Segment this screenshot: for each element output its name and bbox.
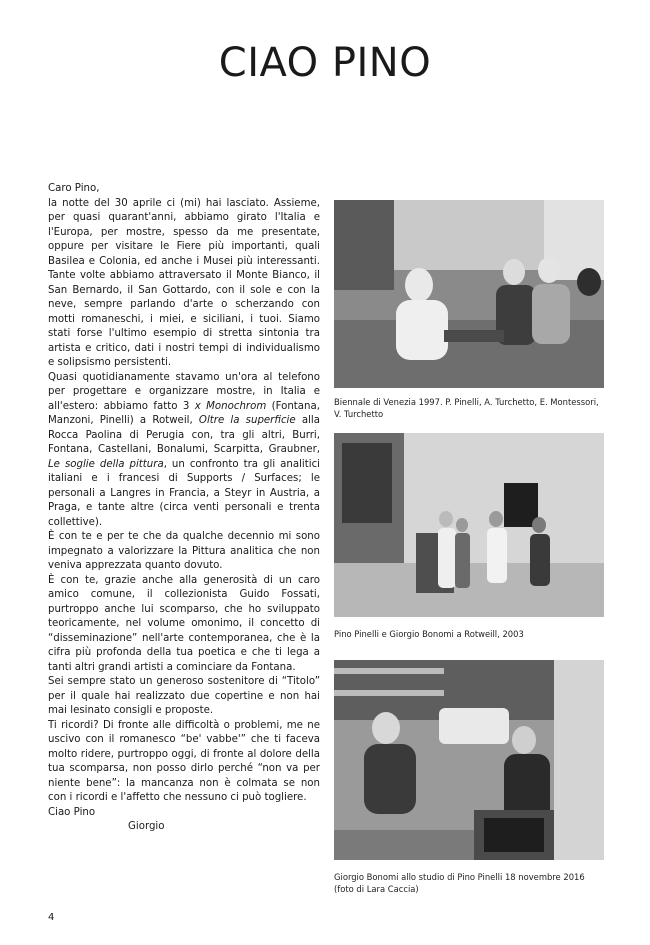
paragraph: la notte del 30 aprile ci (mi) hai lasciato. Assieme, per quasi quarant'anni, abbiamo girato l'Italia e l'Europa, per mostre, spesso da me presentate, oppure per visitare le Fiere più importanti, quali Basilea e Colonia, ed anche i Musei più interessanti. Tante volte abbiamo attraversato il Monte Bianco, il San Bernardo, il San Gottardo, con il sole e con la neve, sempre parlando d'arte o scherzando con motti romaneschi, i miei, e siciliani, i tuoi. Siamo stati forse l'ultimo esempio di stretta sintonia tra artista e critico, dati i nostri tempi di individualismo e solipsismo persistenti.: [48, 197, 320, 368]
italic-title: Oltre la superficie: [198, 415, 296, 426]
paragraph: Sei sempre stato un generoso sostenitore di “Titolo” per il quale hai realizzato due copertine e non hai mai lesinato consigli e proposte.: [48, 676, 320, 716]
text-run: alla Rocca Paolina di Perugia con, tra gli altri, Burri, Fontana, Castellani, Bonalumi, Scarpitta, Graubner,: [48, 415, 320, 455]
paragraph: È con te e per te che da qualche decennio mi sono impegnato a valorizzare la Pittura analitica che non veniva apprezzata quanto dovuto.: [48, 531, 320, 571]
photo-biennale-venezia: [334, 200, 604, 388]
italic-title: Le soglie della pittura: [48, 458, 164, 470]
photo-caption: Biennale di Venezia 1997. P. Pinelli, A. Turchetto, E. Montessori, V. Turchetto: [334, 397, 599, 419]
salutation: Caro Pino,: [48, 183, 100, 194]
page-number: 4: [48, 912, 55, 923]
signature: Giorgio: [128, 821, 165, 832]
photo-studio-pinelli: [334, 660, 604, 860]
paragraph: [48, 371, 320, 531]
text-run: (Fontana, Manzoni, Pinelli) a Rotweil,: [48, 400, 320, 426]
page-title: CIAO PINO: [218, 40, 432, 86]
photo-rotweill: [334, 433, 604, 617]
closing: Ciao Pino: [48, 806, 96, 818]
paragraph: Ti ricordi? Di fronte alle difficoltà o problemi, me ne uscivo con il romanesco “be' vabbe'” che ti faceva molto ridere, purtroppo oggi, di fronte al dolore della tua scomparsa, non posso dirlo perché “non va per niente bene”: la mancanza non è colmata se non con i ricordi e l'affetto che nessuno ci può togliere.: [48, 719, 320, 803]
text-run: , un confronto tra gli analitici italiani e i francesi di Supports / Surfaces; le personali a Langres in Francia, a Steyr in Austria, a Praga, e tante altre (circa venti personali e trenta collettive).: [48, 458, 321, 528]
italic-title: x Monochrom: [194, 400, 267, 412]
paragraph: È con te, grazie anche alla generosità di un caro amico comune, il collezionista Guido Fossati, purtroppo anche lui scomparso, che ho sviluppato teoricamente, nel volume omonimo, il concetto di “disseminazione” nell'arte contemporanea, che è la cifra più profonda della tua poetica e che ti lega a tanti altri grandi artisti a cominciare da Fontana.: [48, 574, 320, 673]
photo-caption: Pino Pinelli e Giorgio Bonomi a Rotweill, 2003: [334, 629, 524, 639]
article-body: [48, 182, 320, 835]
text-run: Quasi quotidianamente stavamo un'ora al telefono per progettare e organizzare mostre, in Italia e all'estero: abbiamo fatto 3: [48, 371, 320, 412]
photo-caption: Giorgio Bonomi allo studio di Pino Pinelli 18 novembre 2016 (foto di Lara Caccia): [334, 872, 585, 894]
